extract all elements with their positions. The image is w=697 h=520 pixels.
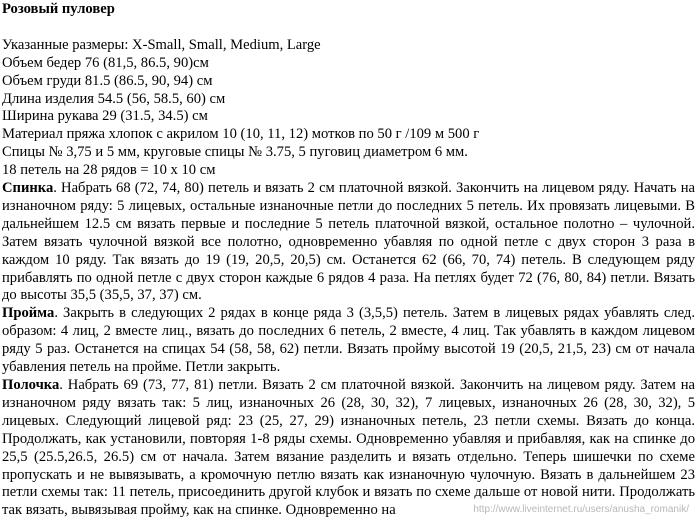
back-section xyxy=(2,180,695,305)
back-heading: Спинка xyxy=(2,180,54,197)
spec-sizes: Указанные размеры: X-Small, Small, Medium, Large xyxy=(2,36,321,53)
spec-hips: Объем бедер 76 (81,5, 86.5, 90)см xyxy=(2,54,209,71)
front-text: . Набрать 69 (73, 77, 81) петли. Вязать 2 см платочной вязкой. Закончить на лицевом ряду. Затем на изнаночном ряду вязать так: 5 лиц, изнаночных 26 (28, 30, 32), 7 лицевых, изнаночных 26 (28, 30, 32), 5 лицевых. Следующий лицевой ряд: 23 (25, 27, 29) изнаночных петель, 23 петли схемы. Вязать до конца. Продолжать, как установили, повторяя 1-8 ряды схемы. Одновременно убавляя и прибавляя, как на спинке до 25,5 (25.5,26.5, 26.5) см от начала. Затем вязание разделить и вязать отдельно. Теперь шишечки по схеме пропускать и не вывязывать, а кромочную петлю вязать как изнаночную чулочную. Вязать в дальнейшем 23 петли схемы так: 11 петель, присоединить другой клубок и вязать по схеме дальше от новой нити. Продолжать так вязать, вывязывая пройму, как на спинке. Одновременно на xyxy=(2,377,695,519)
armhole-text: . Закрыть в следующих 2 рядах в конце ряда 3 (3,5,5) петель. Затем в лицевых рядах убавлять след. образом: 4 лиц, 2 вместе лиц., вязать до последних 6 петель, 2 вместе, 4 лиц. Так убавлять в каждом лицевом ряду 5 раз. Останется на спицах 54 (58, 58, 62) петли. Вязать пройму высотой 19 (20,5, 21,5, 23) см от начала убавления петель на пройме. Петли закрыть. xyxy=(2,305,695,376)
back-text: . Набрать 68 (72, 74, 80) петель и вязать 2 см платочной вязкой. Закончить на лицевом ряду. Начать на изнаночном ряду: 5 лицевых, остальные изнаночные петли до последних 5 петель. Их провязать лицевыми. В дальнейшем 12.5 см вязать первые и последние 5 петель платочной вязкой, остальное полотно – чулочной. Затем вязать чулочной вязкой все полотно, одновременно убавляя по одной петле с двух сторон 3 раза в каждом 10 ряду. Так вязать до 19 (19, 20,5, 20,5) см. Останется 62 (66, 70, 74) петель. В следующем ряду прибавлять по одной петле с двух сторон каждые 6 рядов 4 раза. На петлях будет 72 (76, 80, 84) петли. Вязать до высоты 35,5 (35,5, 37, 37) см. xyxy=(2,180,695,304)
spec-sleeve-width: Ширина рукава 29 (31.5, 34.5) см xyxy=(2,108,208,125)
document-title: Розовый пуловер xyxy=(2,1,115,17)
watermark-url: http://www.liveinternet.ru/users/anusha_romanik/ xyxy=(473,504,689,515)
spec-gauge: 18 петель на 28 рядов = 10 х 10 см xyxy=(2,162,216,179)
spec-needles: Спицы № 3,75 и 5 мм, круговые спицы № 3.75, 5 пуговиц диаметром 6 мм. xyxy=(2,144,468,161)
spec-chest: Объем груди 81.5 (86.5, 90, 94) см xyxy=(2,72,213,89)
document-body xyxy=(2,1,695,520)
armhole-heading: Пройма xyxy=(2,305,55,322)
spec-length: Длина изделия 54.5 (56, 58.5, 60) см xyxy=(2,90,226,107)
front-section xyxy=(2,377,695,520)
front-heading: Полочка xyxy=(2,377,60,394)
spec-material: Материал пряжа хлопок с акрилом 10 (10, 11, 12) мотков по 50 г /109 м 500 г xyxy=(2,126,480,143)
specifications-list xyxy=(2,37,695,180)
armhole-section xyxy=(2,305,695,377)
